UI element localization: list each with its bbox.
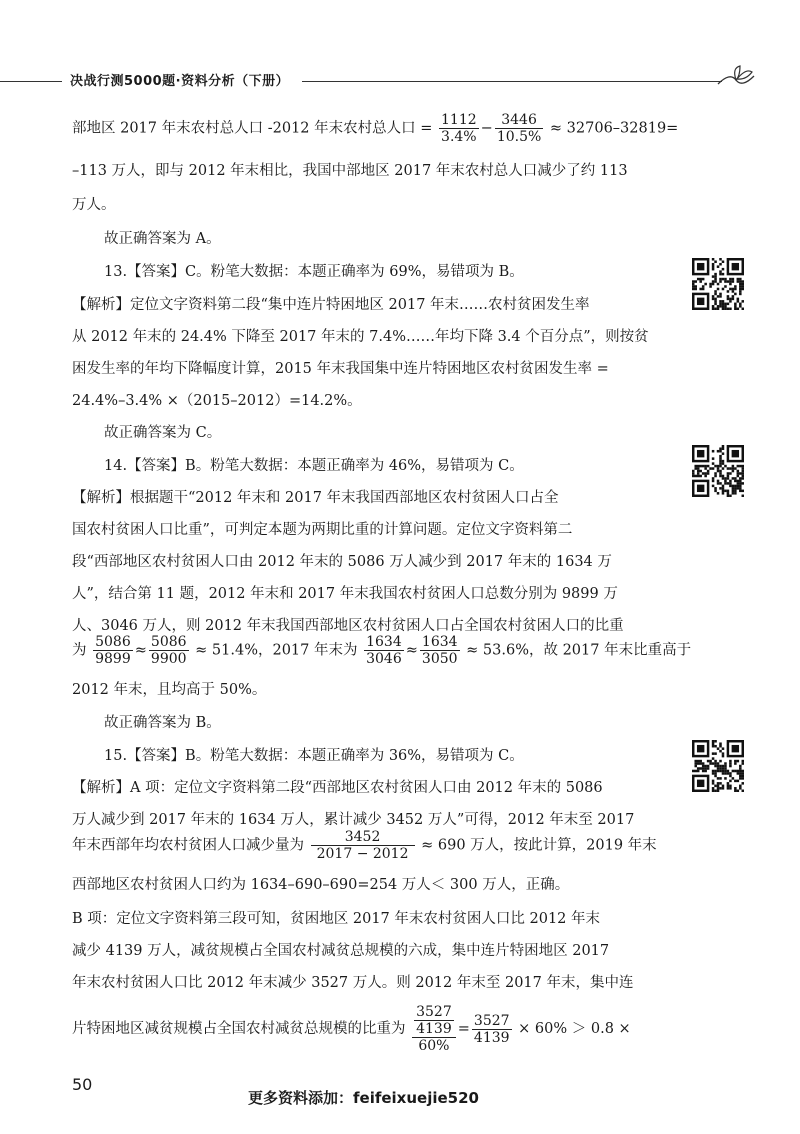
answer-line-14: 14.【答案】B。粉笔大数据：本题正确率为 46%，易错项为 C。 [104,458,524,474]
fraction: $\frac{3446}{10.5\%}$ [496,112,542,146]
sprout-icon [716,62,756,90]
analysis-line: 2012 年末，且均高于 50%。 [72,682,267,698]
fraction: $\frac{3527}{4139}$ [473,1012,510,1046]
analysis-line: 国农村贫困人口比重”，可判定本题为两期比重的计算问题。定位文字资料第二 [72,522,573,538]
compound-fraction: $\frac{\frac{3527}{4139}}{60\%}$ [412,1004,456,1054]
fraction: $\frac{1112}{3.4\%}$ [441,112,477,146]
analysis-line: B 项：定位文字资料第三段可知，贫困地区 2017 年末农村贫困人口比 2012 年末 [72,911,601,927]
analysis-line: 年末农村贫困人口比 2012 年末减少 3527 万人。则 2012 年末至 2017 年末，集中连 [72,975,634,991]
analysis-line: 西部地区农村贫困人口约为 1634–690–690=254 万人＜ 300 万人，正确。 [72,877,570,893]
analysis-line: 困发生率的年均下降幅度计算，2015 年末我国集中连片特困地区农村贫困发生率 = [72,361,609,377]
analysis-line: 24.4%–3.4% ×（2015–2012）=14.2%。 [72,393,362,409]
text-line: –113 万人，即与 2012 年末相比，我国中部地区 2017 年末农村总人口减少了约 113 [72,163,628,179]
analysis-line: 【解析】A 项：定位文字资料第二段“西部地区农村贫困人口由 2012 年末的 5086 [72,780,603,796]
footer-note: 更多资料添加：feifeixuejie520 [248,1089,479,1107]
analysis-line: 【解析】根据题干“2012 年末和 2017 年末我国西部地区农村贫困人口占全 [72,490,559,506]
analysis-line: 【解析】定位文字资料第二段“集中连片特困地区 2017 年末……农村贫困发生率 [72,297,590,313]
text-line: 部地区 2017 年末农村总人口 -2012 年末农村总人口 = $\frac{1112}{3.4\%}$ − $\frac{3446}{10.5\%}$ ≈ 32706–32819= [72,112,679,146]
page-number: 50 [72,1075,93,1094]
text-line: 万人。 [72,197,116,213]
fraction: $\frac{5086}{9900}$ [150,634,187,668]
analysis-line-formula: 为 $\frac{5086}{9899}$ ≈ $\frac{5086}{9900}$ ≈ 51.4%，2017 年末为 $\frac{1634}{3046}$ ≈ $\frac{1634}{3050}$ ≈ 53.6%，故 2017 年末比重高于 [72,634,692,668]
fraction: $\frac{1634}{3046}$ [366,634,402,668]
analysis-line-formula: 片特困地区减贫规模占全国农村减贫总规模的比重为 $\frac{\frac{3527}{4139}}{60\%}$ = $\frac{3527}{4139}$ × 60% ＞ 0.8 × [72,1004,631,1055]
answer-line-15: 15.【答案】B。粉笔大数据：本题正确率为 36%，易错项为 C。 [104,748,524,764]
analysis-line: 人、3046 万人，则 2012 年末我国西部地区农村贫困人口占全国农村贫困人口的比重 [72,618,624,634]
analysis-line-formula: 年末西部年均农村贫困人口减少量为 $\frac{3452}{2017 - 2012}$ ≈ 690 万人，按此计算，2019 年末 [72,829,657,863]
qr-code[interactable] [692,258,744,310]
running-header [0,62,800,92]
header-rule-left [0,81,62,82]
qr-code[interactable] [692,740,744,792]
analysis-line: 段“西部地区农村贫困人口由 2012 年末的 5086 万人减少到 2017 年末的 1634 万 [72,554,612,570]
fraction: $\frac{1634}{3050}$ [421,634,458,668]
book-title: 决战行测5000题·资料分析（下册） [70,74,290,89]
analysis-line: 万人减少到 2017 年末的 1634 万人，累计减少 3452 万人”可得，2012 年末至 2017 [72,812,635,828]
analysis-line: 从 2012 年末的 24.4% 下降至 2017 年末的 7.4%……年均下降 3.4 个百分点”，则按贫 [72,329,649,345]
answer-line-13: 13.【答案】C。粉笔大数据：本题正确率为 69%，易错项为 B。 [104,264,524,280]
answer-conclusion: 故正确答案为 A。 [104,231,221,247]
fraction: $\frac{3452}{2017 - 2012}$ [311,829,415,862]
analysis-line: 减少 4139 万人，减贫规模占全国农村减贫总规模的六成，集中连片特困地区 2017 [72,943,610,959]
header-rule-right [302,81,722,82]
answer-conclusion: 故正确答案为 B。 [104,715,221,731]
analysis-line: 人”，结合第 11 题，2012 年末和 2017 年末我国农村贫困人口总数分别为 9899 万 [72,586,618,602]
answer-conclusion: 故正确答案为 C。 [104,425,222,441]
fraction: $\frac{5086}{9899}$ [95,634,131,668]
qr-code[interactable] [692,445,744,497]
